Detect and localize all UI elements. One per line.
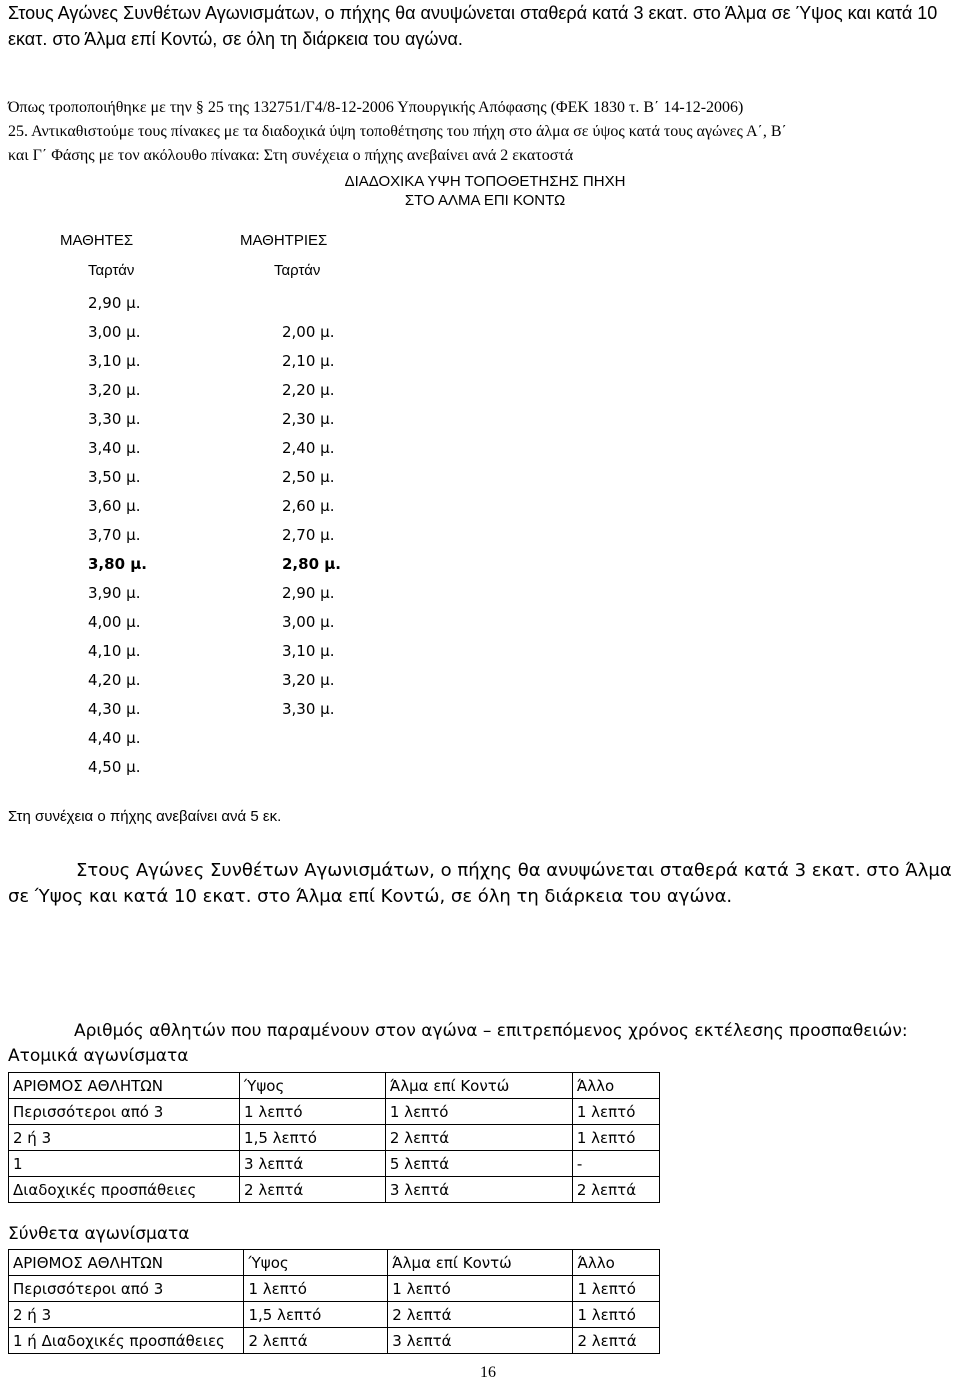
table-cell: Περισσότεροι από 3 [9,1099,240,1125]
table-row [9,1328,660,1354]
table-cell: 1 λεπτό [572,1125,659,1151]
height-boys: 3,00 μ. [88,323,141,341]
surface-boys: Ταρτάν [88,262,135,279]
table-row [9,1099,660,1125]
height-boys: 3,90 μ. [88,584,141,602]
height-boys: 3,50 μ. [88,468,141,486]
height-girls: 2,90 μ. [282,584,335,602]
height-boys: 4,00 μ. [88,613,141,631]
height-boys: 4,30 μ. [88,700,141,718]
height-girls: 3,20 μ. [282,671,335,689]
table-header-row [9,1250,660,1276]
table-cell: 2 ή 3 [9,1302,244,1328]
table-cell: Ύψος [244,1250,388,1276]
table-cell: 3 λεπτά [240,1151,386,1177]
table-cell: 2 ή 3 [9,1125,240,1151]
table-cell: 1 ή Διαδοχικές προσπάθειες [9,1328,244,1354]
table-row [9,1151,660,1177]
intro-paragraph: Στους Αγώνες Συνθέτων Αγωνισμάτων, ο πήχης θα ανυψώνεται σταθερά κατά 3 εκατ. στο Άλμα σε Ύψος και κατά 10 εκατ. στο Άλμα επί Κοντώ, σε όλη τη διάρκεια του αγώνα. [8,3,938,49]
table-cell: 2 λεπτά [244,1328,388,1354]
height-boys: 3,10 μ. [88,352,141,370]
surface-girls: Ταρτάν [274,262,321,279]
amendment-reference: Όπως τροποποιήθηκε με την § 25 της 132751/Γ4/8-12-2006 Υπουργικής Απόφασης (ΦΕΚ 1830 τ. Β΄ 14-12-2006) [8,99,744,116]
table-cell: 2 λεπτά [572,1177,659,1203]
height-boys: 3,70 μ. [88,526,141,544]
height-boys: 4,10 μ. [88,642,141,660]
table-cell: 1,5 λεπτό [244,1302,388,1328]
table-cell: Διαδοχικές προσπάθειες [9,1177,240,1203]
table-cell: 2 λεπτά [573,1328,660,1354]
table-cell: 1 λεπτό [573,1302,660,1328]
height-girls: 2,20 μ. [282,381,335,399]
table-cell: 1 λεπτό [240,1099,386,1125]
height-boys: 2,90 μ. [88,294,141,312]
table-cell: 1 λεπτό [572,1099,659,1125]
page-number: 16 [480,1364,496,1381]
table-cell: 1 λεπτό [244,1276,388,1302]
height-girls: 3,00 μ. [282,613,335,631]
rules-paragraph: Στους Αγώνες Συνθέτων Αγωνισμάτων, ο πήχης θα ανυψώνεται σταθερά κατά 3 εκατ. στο Άλμα σε Ύψος και κατά 10 εκατ. στο Άλμα επί Κοντώ, σε όλη τη διάρκεια του αγώνα. [8,860,952,907]
amendment-text-line: 25. Αντικαθιστούμε τους πίνακες με τα διαδοχικά ύψη τοποθέτησης του πήχη στο άλμα σε ύψος κατά τους αγώνες Α΄, Β΄ [8,123,787,140]
col-header-girls: ΜΑΘΗΤΡΙΕΣ [240,232,328,249]
height-boys: 4,50 μ. [88,758,141,776]
table-row [9,1177,660,1203]
height-girls: 2,50 μ. [282,468,335,486]
table-cell: Άλλο [572,1073,659,1099]
table-cell: - [572,1151,659,1177]
height-boys: 4,40 μ. [88,729,141,747]
table-cell: 2 λεπτά [388,1302,573,1328]
table-cell: Περισσότεροι από 3 [9,1276,244,1302]
col-header-boys: ΜΑΘΗΤΕΣ [60,232,134,249]
time-allowance-heading: Αριθμός αθλητών που παραμένουν στον αγώνα – επιτρεπόμενος χρόνος εκτέλεσης προσπαθειών: [74,1021,908,1041]
height-girls: 3,10 μ. [282,642,335,660]
table-cell: 3 λεπτά [385,1177,572,1203]
individual-time-table [8,1072,660,1203]
individual-events-title: Ατομικά αγωνίσματα [8,1046,189,1066]
combined-events-title: Σύνθετα αγωνίσματα [8,1224,190,1244]
height-girls: 2,10 μ. [282,352,335,370]
table-cell: 1 λεπτό [388,1276,573,1302]
table-cell: Άλλο [573,1250,660,1276]
table-cell: 2 λεπτά [240,1177,386,1203]
table-cell: ΑΡΙΘΜΟΣ ΑΘΛΗΤΩΝ [9,1073,240,1099]
table-cell: 1 λεπτό [573,1276,660,1302]
height-girls: 2,40 μ. [282,439,335,457]
height-girls: 2,80 μ. [282,555,341,573]
height-boys: 3,20 μ. [88,381,141,399]
table-cell: 1 [9,1151,240,1177]
combined-time-table [8,1249,660,1354]
height-boys: 3,40 μ. [88,439,141,457]
table-row [9,1276,660,1302]
height-boys: 3,80 μ. [88,555,147,573]
heights-footer: Στη συνέχεια ο πήχης ανεβαίνει ανά 5 εκ. [8,808,282,825]
height-girls: 2,30 μ. [282,410,335,428]
height-boys: 4,20 μ. [88,671,141,689]
height-girls: 2,60 μ. [282,497,335,515]
height-girls: 2,00 μ. [282,323,335,341]
height-boys: 3,60 μ. [88,497,141,515]
table-cell: 1 λεπτό [385,1099,572,1125]
table-row [9,1125,660,1151]
table-row [9,1302,660,1328]
table-cell: 1,5 λεπτό [240,1125,386,1151]
height-girls: 2,70 μ. [282,526,335,544]
table-cell: Άλμα επί Κοντώ [385,1073,572,1099]
heights-subtitle: ΣΤΟ ΑΛΜΑ ΕΠΙ ΚΟΝΤΩ [404,192,566,209]
table-cell: 3 λεπτά [388,1328,573,1354]
table-cell: Άλμα επί Κοντώ [388,1250,573,1276]
height-boys: 3,30 μ. [88,410,141,428]
table-cell: Ύψος [240,1073,386,1099]
height-girls: 3,30 μ. [282,700,335,718]
table-header-row [9,1073,660,1099]
table-cell: ΑΡΙΘΜΟΣ ΑΘΛΗΤΩΝ [9,1250,244,1276]
table-cell: 5 λεπτά [385,1151,572,1177]
amendment-text-line: και Γ΄ Φάσης με τον ακόλουθο πίνακα: Στη συνέχεια ο πήχης ανεβαίνει ανά 2 εκατοστά [8,147,574,164]
heights-title: ΔΙΑΔΟΧΙΚΑ ΥΨΗ ΤΟΠΟΘΕΤΗΣΗΣ ΠΗΧΗ [344,173,626,190]
table-cell: 2 λεπτά [385,1125,572,1151]
